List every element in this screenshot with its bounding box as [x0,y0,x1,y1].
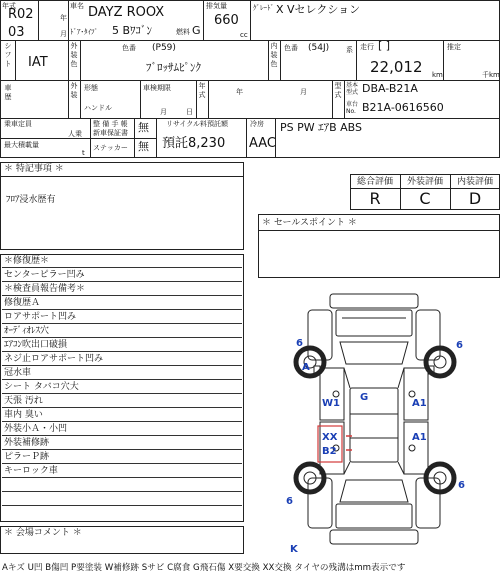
year-label: 年式 [2,2,16,10]
inspector-line-7: シート タバコ穴大 [2,380,242,394]
interior-color-suffix: 系 [346,46,353,54]
model-value: DAYZ ROOX [88,5,165,20]
mark-left-pillar: W1 [322,398,340,409]
inspector-line-4: ｴｱｺﾝ吹出口破損 [2,338,242,352]
inspector-line-1: 修復歴Ａ [2,296,242,310]
shift-value: IAT [28,55,48,70]
mark-left-rear-tire: 6 [286,496,293,507]
inspector-line-8: 天張 汚れ [2,394,242,408]
registration-label: 車歴 [4,84,12,101]
mileage-label: 走行 [360,43,374,51]
roof [350,388,398,462]
certified-label: 推定 [447,43,461,51]
inspection-month: 月 [160,108,167,116]
repair-line: センターピラー凹み [2,268,242,282]
inspector-line-11: 外装補修跡 [2,436,242,450]
door-type-value: 5 Bﾜｺﾞﾝ [112,24,153,37]
repair-title: ＊修復歴＊ [2,254,242,268]
mileage-unit: km [432,71,443,79]
vehicle-damage-diagram [280,288,480,560]
sticker-label: ステッカー [93,144,128,152]
right-rear-door [404,422,428,474]
model-code-label: 型式 [334,82,342,99]
max-load-label: 最大積載量 [4,141,39,149]
inspector-blank-1 [2,478,242,492]
era-unit: 年 [60,14,67,22]
inspector-line-10: 外装小Ａ・小凹 [2,422,242,436]
inspector-line-5: ネジ止ロアサポート凹み [2,352,242,366]
exterior-grade-value: C [419,189,431,208]
displacement-unit: cc [240,31,248,39]
mark-left-front-tire: 6 [296,338,303,349]
front-bumper [330,294,418,308]
rear-hatch [336,504,412,528]
venue-comment-title: ＊ 会場コメント ＊ [4,528,82,538]
left-front-tire [296,348,324,376]
mileage-bracket: [ ] [378,39,391,52]
grade-value: X Vセレクション [276,3,361,16]
warranty-label: 新車保証書 [93,129,128,137]
mark-right-rear-tire: 6 [458,480,465,491]
inspection-day: 日 [186,108,193,116]
sticker-value: 無 [138,140,149,153]
special-notes-line: ﾌﾛｱ浸水歴有 [6,195,56,205]
shift-label: シフト [4,42,12,68]
mark-center-g: G [360,392,369,403]
inspector-line-6: 冠水車 [2,366,242,380]
recycle-label: リサイクル料預託額 [166,120,229,128]
steering-label: ハンドル [84,104,112,112]
capacity-unit: 人乗 [68,130,82,138]
mark-rear-k: K [290,544,298,555]
era-value: R02 [8,7,34,22]
mileage-value: 22,012 [370,58,423,76]
month-unit: 月 [60,30,67,38]
inspector-line-3: ｵｰﾃﾞｨｵﾚｽ穴 [2,324,242,338]
interior-color-code-value: (54J) [308,43,330,53]
inspector-line-2: ロアサポート凹み [2,310,242,324]
aircon-label: 冷房 [250,120,264,128]
mark-left-xx: XX [322,432,338,443]
manual-label: 整 備 手 帳 [93,120,128,128]
mark-right-pillar-top: A1 [412,398,427,409]
special-notes-title: ＊ 特記事項 ＊ [4,164,64,174]
model-label: 車名 [70,2,84,10]
windshield [340,342,408,364]
legend: Aキズ U凹 B傷凹 P要塗装 W補修跡 Sサビ C腐食 G飛石傷 X要交換 XX交換 タイヤの残溝はmm表示です [2,563,406,573]
overall-grade-label: 総合評価 [356,177,393,187]
inspector-line-12: ピラーＰ跡 [2,450,242,464]
interior-grade-value: D [468,189,482,208]
month-unit-label: 月 [300,88,307,96]
rear-bumper [330,530,418,544]
color-name-value: ﾌﾞﾛｯｻﾑﾋﾟﾝｸ [146,61,201,74]
color-code-value: (P59) [152,43,176,53]
manual-value: 無 [138,121,149,134]
exterior-grade-label: 外装評価 [406,177,443,187]
inspector-blank-2 [2,492,242,506]
form-label: 形態 [84,84,98,92]
inspector-line-13: キーロック車 [2,464,242,478]
basic-model-label: 基本型式 [346,82,359,96]
sales-point-title: ＊ セールスポイント ＊ [262,218,357,228]
model-year-label: 年式 [198,82,206,99]
inspection-label: 車検期限 [143,84,171,92]
rear-window [340,480,408,502]
chassis-label: 車台No. [346,101,359,115]
chassis-value: B21A-0616560 [362,101,444,114]
month-value: 03 [8,25,25,40]
inspector-title: ＊検査員報告備考＊ [2,282,242,296]
interior-color-label: 内装色 [270,42,278,68]
capacity-label: 乗車定員 [4,120,32,128]
equipment-value: PS PW ｴｱB ABS [280,121,363,134]
left-front-door [320,368,344,420]
recycle-value: 預託8,230 [162,136,226,151]
exterior-label: 外装 [70,82,78,99]
mark-left-b2: B2 [322,446,337,457]
interior-color-code-label: 色番 [284,44,298,52]
fuel-label: 燃料 [176,28,190,36]
mark-left-front-a: A [302,362,310,373]
aircon-value: AAC [249,136,276,151]
displacement-value: 660 [214,13,239,28]
mark-right-front-tire: 6 [456,340,463,351]
max-load-unit: t [82,149,85,157]
fuel-value: G [192,24,201,37]
right-front-door [404,368,428,420]
color-code-label: 色番 [122,44,136,52]
displacement-label: 排気量 [206,2,227,10]
overall-grade-value: R [369,189,381,208]
hood [336,310,412,336]
mark-right-pillar-bottom: A1 [412,432,427,443]
interior-grade-label: 内装評価 [456,177,493,187]
certified-unit: 千km [482,71,500,79]
exterior-color-label: 外装色 [70,42,78,68]
grade-label: ｸﾞﾚｰﾄﾞ [253,4,274,12]
door-type-label: ﾄﾞｱ･ﾀｲﾌﾟ [70,28,98,36]
model-code-value: DBA-B21A [362,82,418,95]
inspector-line-9: 車内 臭い [2,408,242,422]
year-unit-label: 年 [236,88,243,96]
